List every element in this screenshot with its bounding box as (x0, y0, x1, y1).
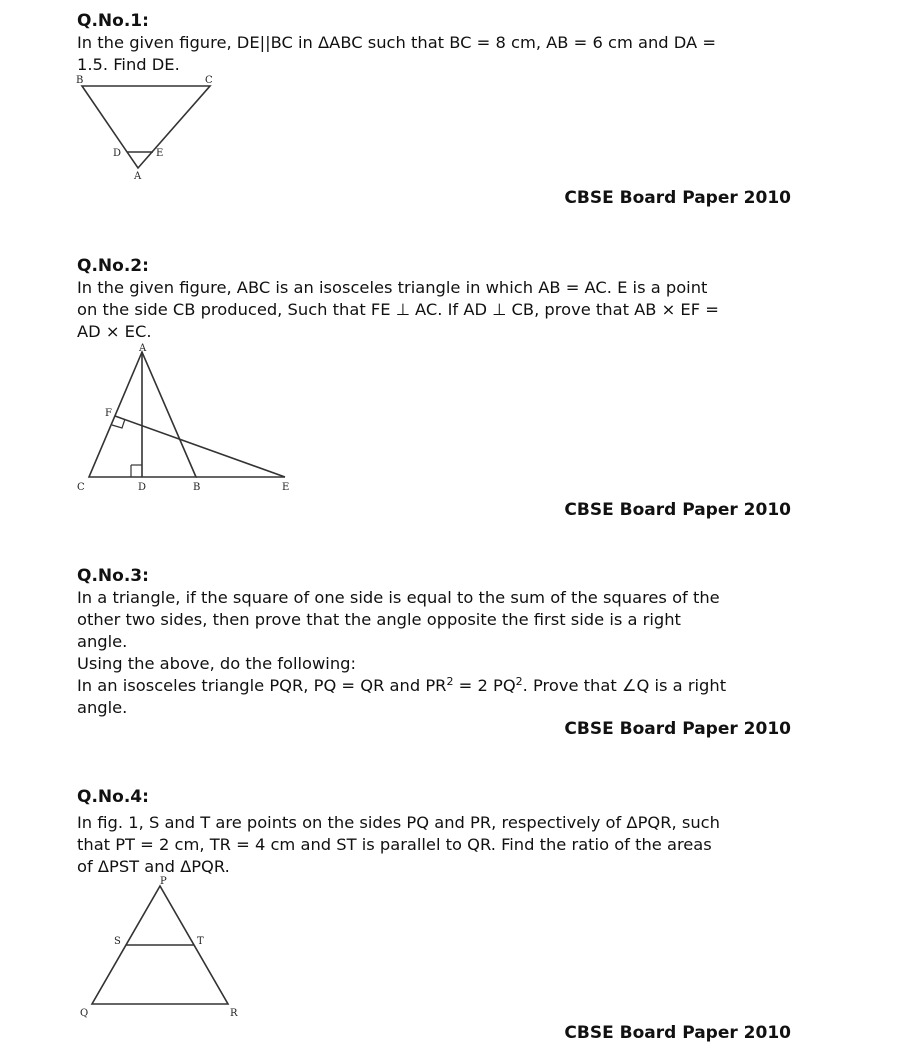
question-number: Q.No.3: (77, 566, 149, 586)
source-label: CBSE Board Paper 2010 (564, 188, 791, 208)
question-text-line: other two sides, then prove that the angle opposite the first side is a right (77, 610, 681, 629)
question-text-line: In the given figure, DE||BC in ΔABC such that BC = 8 cm, AB = 6 cm and DA = (77, 33, 717, 52)
question-text-line: In fig. 1, S and T are points on the sides PQ and PR, respectively of ΔPQR, such (77, 813, 720, 832)
question-text-line: angle. (77, 632, 128, 651)
label-p: P (160, 876, 167, 887)
question-text-line: AD × EC. (77, 322, 152, 341)
segment-fe (115, 416, 285, 477)
label-a: A (134, 171, 142, 182)
question-3 (77, 565, 791, 719)
label-t: T (197, 936, 204, 947)
label-e: E (282, 482, 290, 493)
label-f: F (105, 408, 112, 419)
source-label: CBSE Board Paper 2010 (564, 500, 791, 520)
label-r: R (230, 1008, 238, 1019)
triangle-abc (82, 86, 210, 168)
label-q: Q (80, 1008, 89, 1019)
question-4 (77, 786, 791, 878)
figure-isosceles-triangle (72, 340, 302, 498)
label-d: D (113, 148, 122, 159)
label-c: C (77, 482, 85, 493)
question-text-line: In the given figure, ABC is an isosceles triangle in which AB = AC. E is a point (77, 278, 708, 297)
label-e: E (156, 148, 164, 159)
figure-triangle-abc (72, 72, 222, 184)
question-text-line: 1.5. Find DE. (77, 55, 180, 74)
question-text-line: In an isosceles triangle PQR, PQ = QR and $PR^2 = 2$ $PQ^2$. Prove that ∠Q is a right (77, 675, 727, 695)
question-text-line: on the side CB produced, Such that FE ⊥ AC. If AD ⊥ CB, prove that AB × EF = (77, 300, 719, 319)
label-d: D (138, 482, 147, 493)
label-b: B (76, 75, 84, 86)
source-label: CBSE Board Paper 2010 (564, 1023, 791, 1043)
right-angle-mark-f (112, 419, 125, 428)
question-2 (77, 255, 791, 343)
question-text-line: of ΔPST and ΔPQR. (77, 857, 230, 876)
label-s: S (114, 936, 121, 947)
question-number: Q.No.1: (77, 11, 149, 31)
question-text-line: In a triangle, if the square of one side is equal to the sum of the squares of the (77, 588, 720, 607)
question-text-line: that PT = 2 cm, TR = 4 cm and ST is parallel to QR. Find the ratio of the areas (77, 835, 712, 854)
label-b: B (193, 482, 201, 493)
question-text-line: angle. (77, 698, 128, 717)
source-label: CBSE Board Paper 2010 (564, 719, 791, 739)
question-text-line: Using the above, do the following: (77, 654, 356, 673)
question-number: Q.No.2: (77, 256, 149, 276)
question-number: Q.No.4: (77, 787, 149, 807)
question-1 (77, 10, 791, 76)
figure-triangle-pqr (72, 872, 252, 1022)
label-a: A (139, 343, 147, 354)
label-c: C (205, 75, 213, 86)
